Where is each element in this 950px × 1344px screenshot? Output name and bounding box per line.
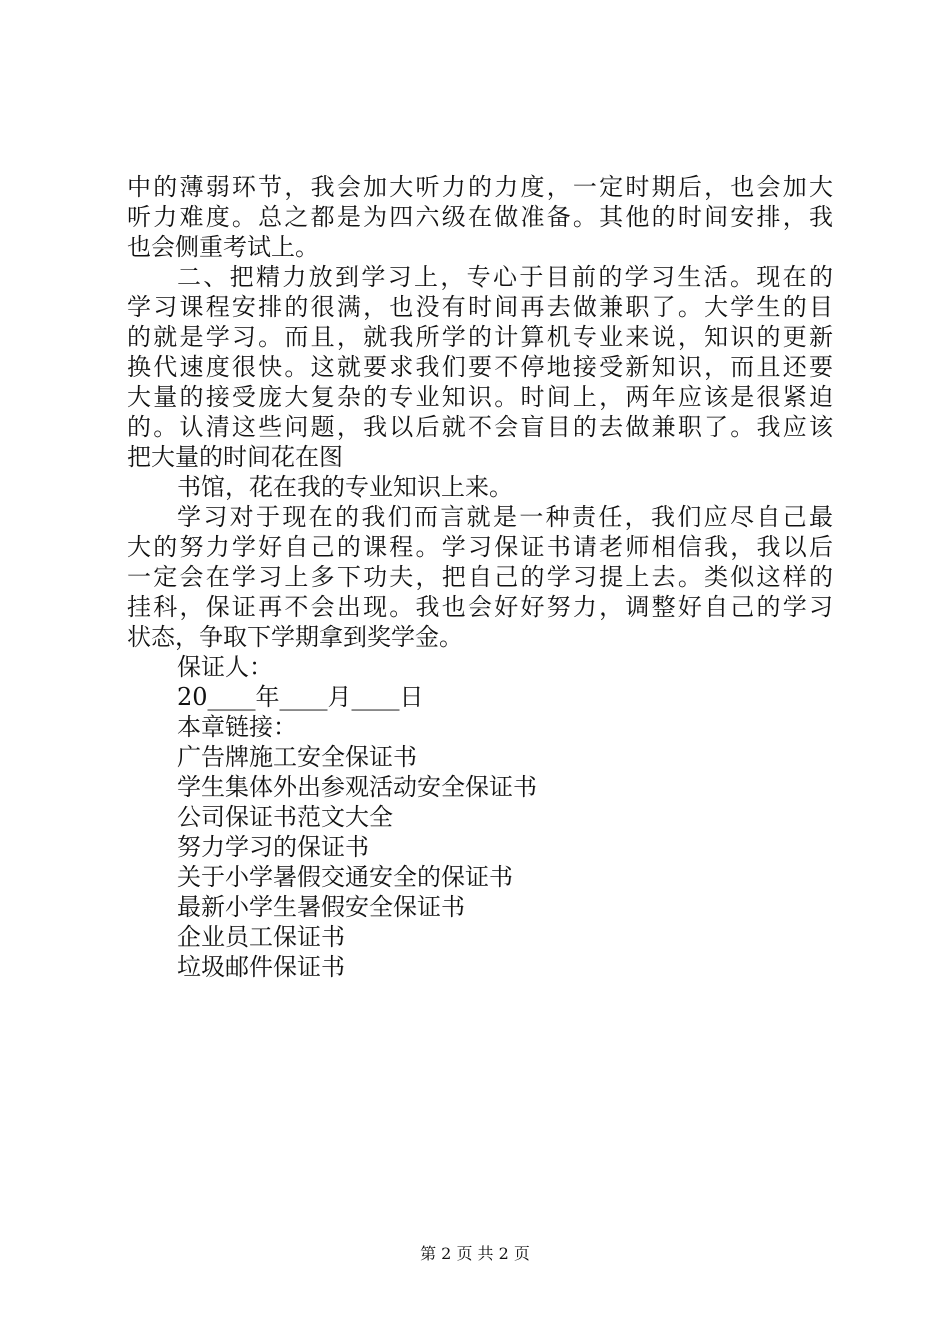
text-line: 中的薄弱环节，我会加大听力的力度，一定时期后，也会加大 xyxy=(127,173,833,201)
text-line: 大的努力学好自己的课程。学习保证书请老师相信我，我以后 xyxy=(127,533,833,561)
text-line: 学习课程安排的很满，也没有时间再去做兼职了。大学生的目 xyxy=(127,293,833,321)
paragraph-focus-on-study xyxy=(127,262,833,472)
related-link[interactable]: 垃圾邮件保证书 xyxy=(177,953,345,981)
related-link[interactable]: 公司保证书范文大全 xyxy=(177,803,393,831)
related-heading: 本章链接： xyxy=(177,713,297,741)
text-line: 的就是学习。而且，就我所学的计算机专业来说，知识的更新 xyxy=(127,323,833,351)
related-heading-block xyxy=(127,712,833,742)
related-link[interactable]: 学生集体外出参观活动安全保证书 xyxy=(177,773,537,801)
text-line: 书馆，花在我的专业知识上来。 xyxy=(177,473,513,501)
signature-block xyxy=(127,652,833,712)
document-body xyxy=(127,172,833,982)
related-link[interactable]: 最新小学生暑假安全保证书 xyxy=(177,893,465,921)
paragraph-library xyxy=(127,472,833,502)
paragraph-responsibility xyxy=(127,502,833,652)
text-line: 的。认清这些问题，我以后就不会盲目的去做兼职了。我应该 xyxy=(127,413,833,441)
text-line: 学习对于现在的我们而言就是一种责任，我们应尽自己最 xyxy=(177,503,833,531)
text-line: 也会侧重考试上。 xyxy=(127,233,319,261)
related-links-list xyxy=(127,742,833,982)
paragraph-listening-plan xyxy=(127,172,833,262)
text-line: 换代速度很快。这就要求我们要不停地接受新知识，而且还要 xyxy=(127,353,833,381)
text-line: 状态，争取下学期拿到奖学金。 xyxy=(127,623,463,651)
page-number: 第 2 页 共 2 页 xyxy=(420,1244,530,1263)
page-footer xyxy=(0,1244,950,1264)
text-line: 挂科，保证再不会出现。我也会好好努力，调整好自己的学习 xyxy=(127,593,833,621)
text-line: 一定会在学习上多下功夫，把自己的学习提上去。类似这样的 xyxy=(127,563,833,591)
text-line: 二、把精力放到学习上，专心于目前的学习生活。现在的 xyxy=(177,263,833,291)
related-link[interactable]: 努力学习的保证书 xyxy=(177,833,369,861)
date-line: 20____年____月____日 xyxy=(177,683,424,711)
text-line: 大量的接受庞大复杂的专业知识。时间上，两年应该是很紧迫 xyxy=(127,383,833,411)
related-link[interactable]: 关于小学暑假交通安全的保证书 xyxy=(177,863,513,891)
related-link[interactable]: 广告牌施工安全保证书 xyxy=(177,743,417,771)
text-line: 把大量的时间花在图 xyxy=(127,443,343,471)
related-link[interactable]: 企业员工保证书 xyxy=(177,923,345,951)
guarantor-label: 保证人： xyxy=(177,653,273,681)
text-line: 听力难度。总之都是为四六级在做准备。其他的时间安排，我 xyxy=(127,203,833,231)
